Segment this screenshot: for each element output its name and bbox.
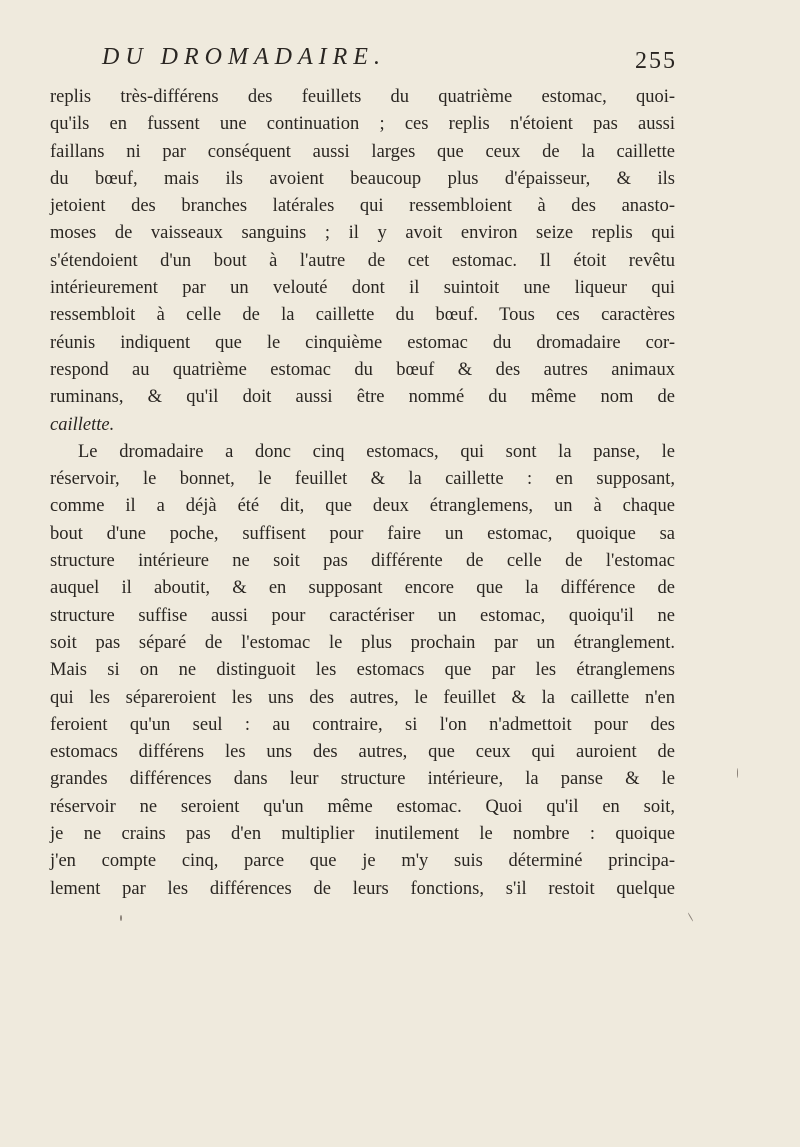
text-line: jetoient des branches latérales qui ressembloient à des anasto- <box>50 196 675 217</box>
text-line: du bœuf, mais ils avoient beaucoup plus d'épaisseur, & ils <box>50 168 675 189</box>
text-line: ressembloit à celle de la caillette du bœuf. Tous ces caractères <box>50 305 675 326</box>
text-line: feroient qu'un seul : au contraire, si l'on n'admettoit pour des <box>50 714 675 735</box>
text-line-italic: caillette. <box>50 414 115 435</box>
text-line: moses de vaisseaux sanguins ; il y avoit environ seize replis qui <box>50 223 675 244</box>
text-line: grandes différences dans leur structure intérieure, la panse & le <box>50 769 675 790</box>
page-number: 255 <box>635 48 677 74</box>
text-line: soit pas séparé de l'estomac le plus prochain par un étranglement. <box>50 632 675 653</box>
running-title: DU DROMADAIRE. <box>102 44 386 70</box>
text-line: auquel il aboutit, & en supposant encore que la différence de <box>50 578 675 599</box>
text-line: s'étendoient d'un bout à l'autre de cet estomac. Il étoit revêtu <box>50 250 675 271</box>
text-line: comme il a déjà été dit, que deux étranglemens, un à chaque <box>50 496 675 517</box>
text-line: faillans ni par conséquent aussi larges que ceux de la caillette <box>50 141 675 162</box>
paper-mark <box>688 912 694 921</box>
text-line: bout d'une poche, suffisent pour faire un estomac, quoique sa <box>50 523 675 544</box>
text-line: lement par les différences de leurs fonctions, s'il restoit quelque <box>50 878 675 899</box>
text-line: ruminans, & qu'il doit aussi être nommé du même nom de <box>50 387 675 408</box>
page-header <box>102 44 677 88</box>
text-line: structure intérieure ne soit pas différente de celle de l'estomac <box>50 551 675 572</box>
body-text <box>50 84 675 903</box>
text-line: qui les sépareroient les uns des autres, le feuillet & la caillette n'en <box>50 687 675 708</box>
text-line: respond au quatrième estomac du bœuf & des autres animaux <box>50 359 675 380</box>
text-line: qu'ils en fussent une continuation ; ces replis n'étoient pas aussi <box>50 114 675 135</box>
text-line: structure suffise aussi pour caractériser un estomac, quoiqu'il ne <box>50 605 675 626</box>
text-line-paragraph-start: Le dromadaire a donc cinq estomacs, qui sont la panse, le <box>78 441 675 462</box>
paper-mark <box>120 915 122 921</box>
paper-mark <box>737 768 738 778</box>
text-line: réunis indiquent que le cinquième estomac du dromadaire cor- <box>50 332 675 353</box>
text-line: je ne crains pas d'en multiplier inutilement le nombre : quoique <box>50 824 675 845</box>
text-line: j'en compte cinq, parce que je m'y suis déterminé principa- <box>50 851 675 872</box>
text-line: estomacs différens les uns des autres, que ceux qui auroient de <box>50 742 675 763</box>
text-line: intérieurement par un velouté dont il suintoit une liqueur qui <box>50 278 675 299</box>
text-line: réservoir, le bonnet, le feuillet & la caillette : en supposant, <box>50 469 675 490</box>
text-line: Mais si on ne distinguoit les estomacs que par les étranglemens <box>50 660 675 681</box>
text-line: replis très-différens des feuillets du quatrième estomac, quoi- <box>50 87 675 107</box>
text-line: réservoir ne seroient qu'un même estomac. Quoi qu'il en soit, <box>50 796 675 817</box>
